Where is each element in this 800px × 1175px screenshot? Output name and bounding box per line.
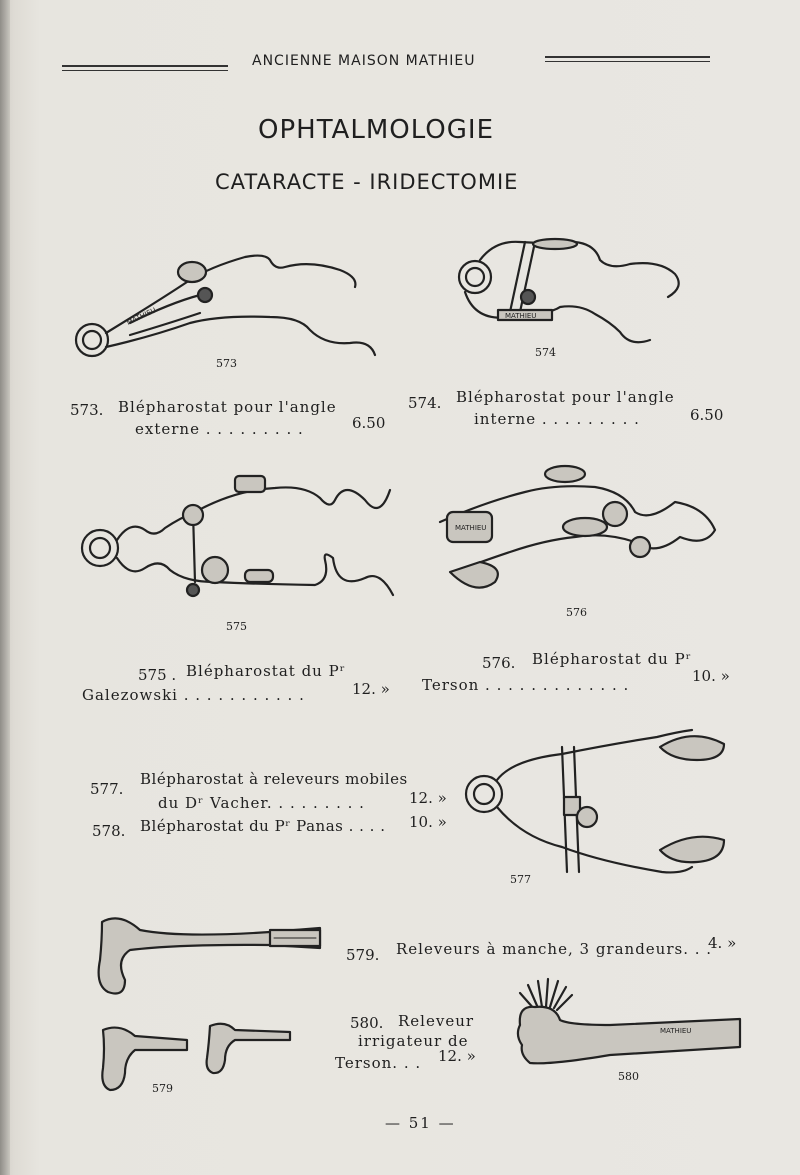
item-577-line1: Blépharostat à releveurs mobiles [140,770,408,788]
engraved-mark-573: MATHIEU [125,306,158,327]
item-578-price: 10. » [409,813,447,831]
item-574-line1: Blépharostat pour l'angle [456,388,675,406]
item-575-price: 12. » [352,680,390,698]
instrument-579-large-illustration [90,910,325,1000]
engraved-mark-580: MATHIEU [660,1027,692,1035]
instrument-575-illustration [75,470,405,610]
item-578-number: 578. [92,822,126,840]
figure-number-575: 575 [226,620,247,633]
page-number: — 51 — [385,1114,456,1132]
item-574-number: 574. [408,394,442,412]
header-rule-left [62,65,228,71]
item-574-line2: interne . . . . . . . . . [474,410,640,428]
item-580-line3: Terson. . . [335,1054,422,1072]
page-subtitle: CATARACTE - IRIDECTOMIE [215,170,519,194]
header-rule-right [545,56,710,62]
figure-number-580: 580 [618,1070,639,1083]
instrument-577-illustration [462,722,737,882]
item-578-line1: Blépharostat du Pʳ Panas . . . . [140,817,386,835]
item-575-line1: Blépharostat du Pʳ [186,662,346,680]
item-573-line1: Blépharostat pour l'angle [118,398,337,416]
instrument-580-illustration [510,975,745,1070]
engraved-mark-574: MATHIEU [505,312,537,320]
header-text: ANCIENNE MAISON MATHIEU [252,53,476,69]
item-580-number: 580. [350,1014,384,1032]
item-579-line1: Releveurs à manche, 3 grandeurs. . . [396,940,713,958]
item-576-price: 10. » [692,667,730,685]
instrument-574-illustration [450,232,690,357]
item-577-line2: du Dʳ Vacher. . . . . . . . . [158,794,365,812]
instrument-576-illustration [435,462,725,602]
item-576-line2: Terson . . . . . . . . . . . . . [422,676,630,694]
figure-number-577: 577 [510,873,531,886]
item-573-price: 6.50 [352,414,386,432]
page-title: OPHTALMOLOGIE [258,115,494,145]
item-579-price: 4. » [708,934,737,952]
item-575-line2: Galezowski . . . . . . . . . . . [82,686,305,704]
item-576-number: 576. [482,654,516,672]
instrument-573-illustration [70,245,390,365]
item-577-price: 12. » [409,789,447,807]
item-580-price: 12. » [438,1047,476,1065]
item-580-line1: Releveur [398,1012,475,1030]
item-576-line1: Blépharostat du Pʳ [532,650,692,668]
item-573-line2: externe . . . . . . . . . [135,420,304,438]
instrument-579-small-illustration [95,1018,300,1098]
item-577-number: 577. [90,780,124,798]
figure-number-576: 576 [566,606,587,619]
item-573-number: 573. [70,401,104,419]
item-580-line2: irrigateur de [358,1032,469,1050]
figure-number-579: 579 [152,1082,173,1095]
item-574-price: 6.50 [690,406,724,424]
item-575-number: 575 . [138,666,177,684]
engraved-mark-576: MATHIEU [455,524,487,532]
page-spine-shadow [0,0,10,1175]
figure-number-573: 573 [216,357,237,370]
item-579-number: 579. [346,946,380,964]
figure-number-574: 574 [535,346,556,359]
